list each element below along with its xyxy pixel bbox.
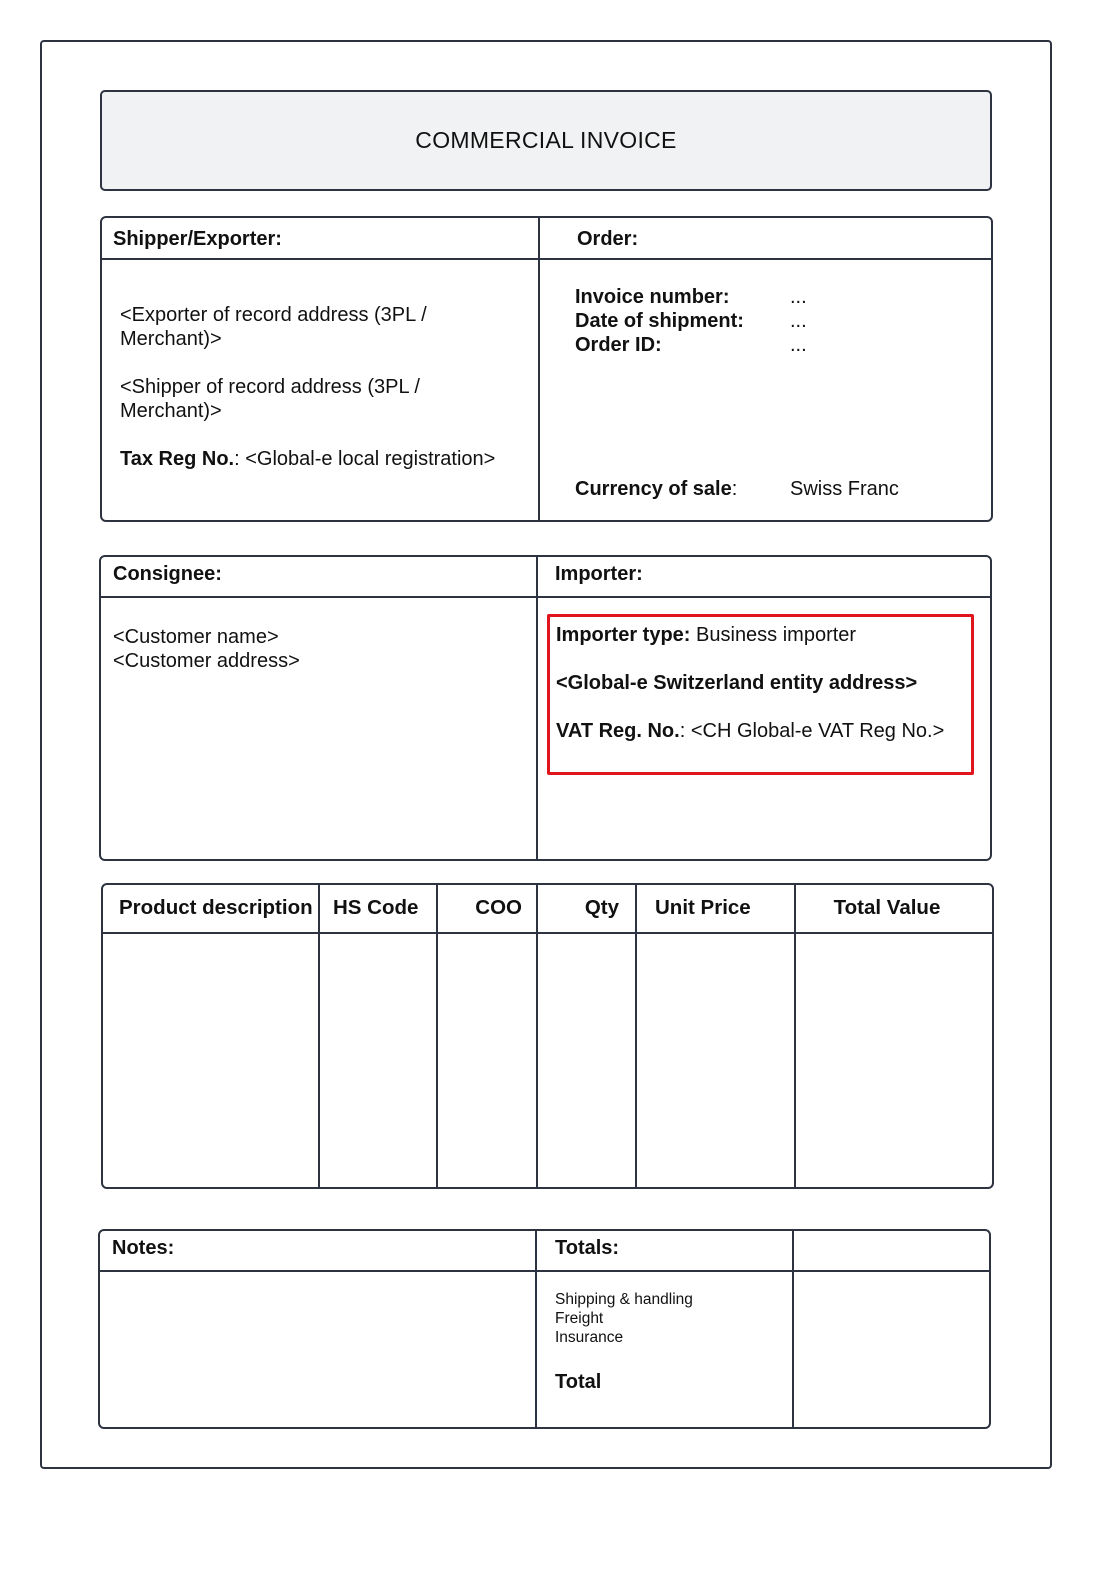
- customer-address: <Customer address>: [113, 650, 300, 672]
- date-of-shipment-label: Date of shipment:: [575, 310, 744, 332]
- tax-reg-label: Tax Reg No.: [120, 448, 235, 470]
- importer-type-value: Business importer: [696, 624, 857, 646]
- column-divider: [635, 883, 637, 1189]
- products-table: [101, 883, 994, 1189]
- shipper-address-line2: Merchant)>: [120, 400, 222, 422]
- importer-type-line: [556, 623, 856, 647]
- column-header-unit-price: Unit Price: [655, 896, 751, 919]
- vat-reg-colon: :: [679, 720, 686, 742]
- shipper-address-line1: <Shipper of record address (3PL /: [120, 376, 420, 398]
- totals-freight: Freight: [555, 1310, 604, 1327]
- column-header-coo: COO: [475, 896, 522, 919]
- notes-header: Notes:: [112, 1237, 175, 1259]
- currency-line: [575, 477, 737, 501]
- column-divider: [436, 883, 438, 1189]
- order-header: Order:: [577, 228, 639, 250]
- column-divider: [536, 883, 538, 1189]
- vat-reg-line: [556, 719, 944, 743]
- currency-colon: :: [731, 478, 738, 500]
- divider: [98, 1270, 991, 1272]
- totals-header: Totals:: [555, 1237, 620, 1259]
- importer-type-label: Importer type:: [556, 624, 691, 646]
- column-header-hs-code: HS Code: [333, 896, 419, 919]
- importer-header: Importer:: [555, 563, 643, 585]
- order-id-value: ...: [790, 334, 807, 356]
- notes-totals-section: [98, 1229, 991, 1429]
- divider: [535, 1229, 537, 1429]
- exporter-address-line2: Merchant)>: [120, 328, 222, 350]
- divider: [100, 258, 993, 260]
- column-header-total-value: Total Value: [833, 896, 941, 919]
- divider: [536, 555, 538, 861]
- consignee-header: Consignee:: [113, 563, 222, 585]
- column-divider: [794, 883, 796, 1189]
- tax-reg-line: [120, 447, 495, 471]
- importer-entity-address: <Global-e Switzerland entity address>: [556, 672, 918, 694]
- document-title: COMMERCIAL INVOICE: [415, 127, 677, 153]
- invoice-number-label: Invoice number:: [575, 286, 730, 308]
- divider: [99, 596, 992, 598]
- column-header-product-description: Product description: [119, 896, 313, 919]
- tax-reg-value: <Global-e local registration>: [245, 448, 496, 470]
- order-id-label: Order ID:: [575, 334, 662, 356]
- totals-shipping-handling: Shipping & handling: [555, 1291, 693, 1308]
- column-header-qty: Qty: [584, 896, 619, 919]
- exporter-address-line1: <Exporter of record address (3PL /: [120, 304, 427, 326]
- currency-value: Swiss Franc: [790, 478, 899, 500]
- column-divider: [318, 883, 320, 1189]
- totals-insurance: Insurance: [555, 1329, 624, 1346]
- vat-reg-label: VAT Reg. No.: [556, 720, 680, 742]
- date-of-shipment-value: ...: [790, 310, 807, 332]
- table-header-divider: [101, 932, 994, 934]
- invoice-number-value: ...: [790, 286, 807, 308]
- tax-reg-colon: :: [234, 448, 240, 470]
- currency-label: Currency of sale: [575, 478, 732, 500]
- totals-total-label: Total: [555, 1371, 602, 1393]
- vat-reg-value: <CH Global-e VAT Reg No.>: [690, 720, 945, 742]
- divider: [538, 216, 540, 522]
- shipper-header: Shipper/Exporter:: [113, 228, 282, 250]
- customer-name: <Customer name>: [113, 626, 279, 648]
- divider: [792, 1229, 794, 1429]
